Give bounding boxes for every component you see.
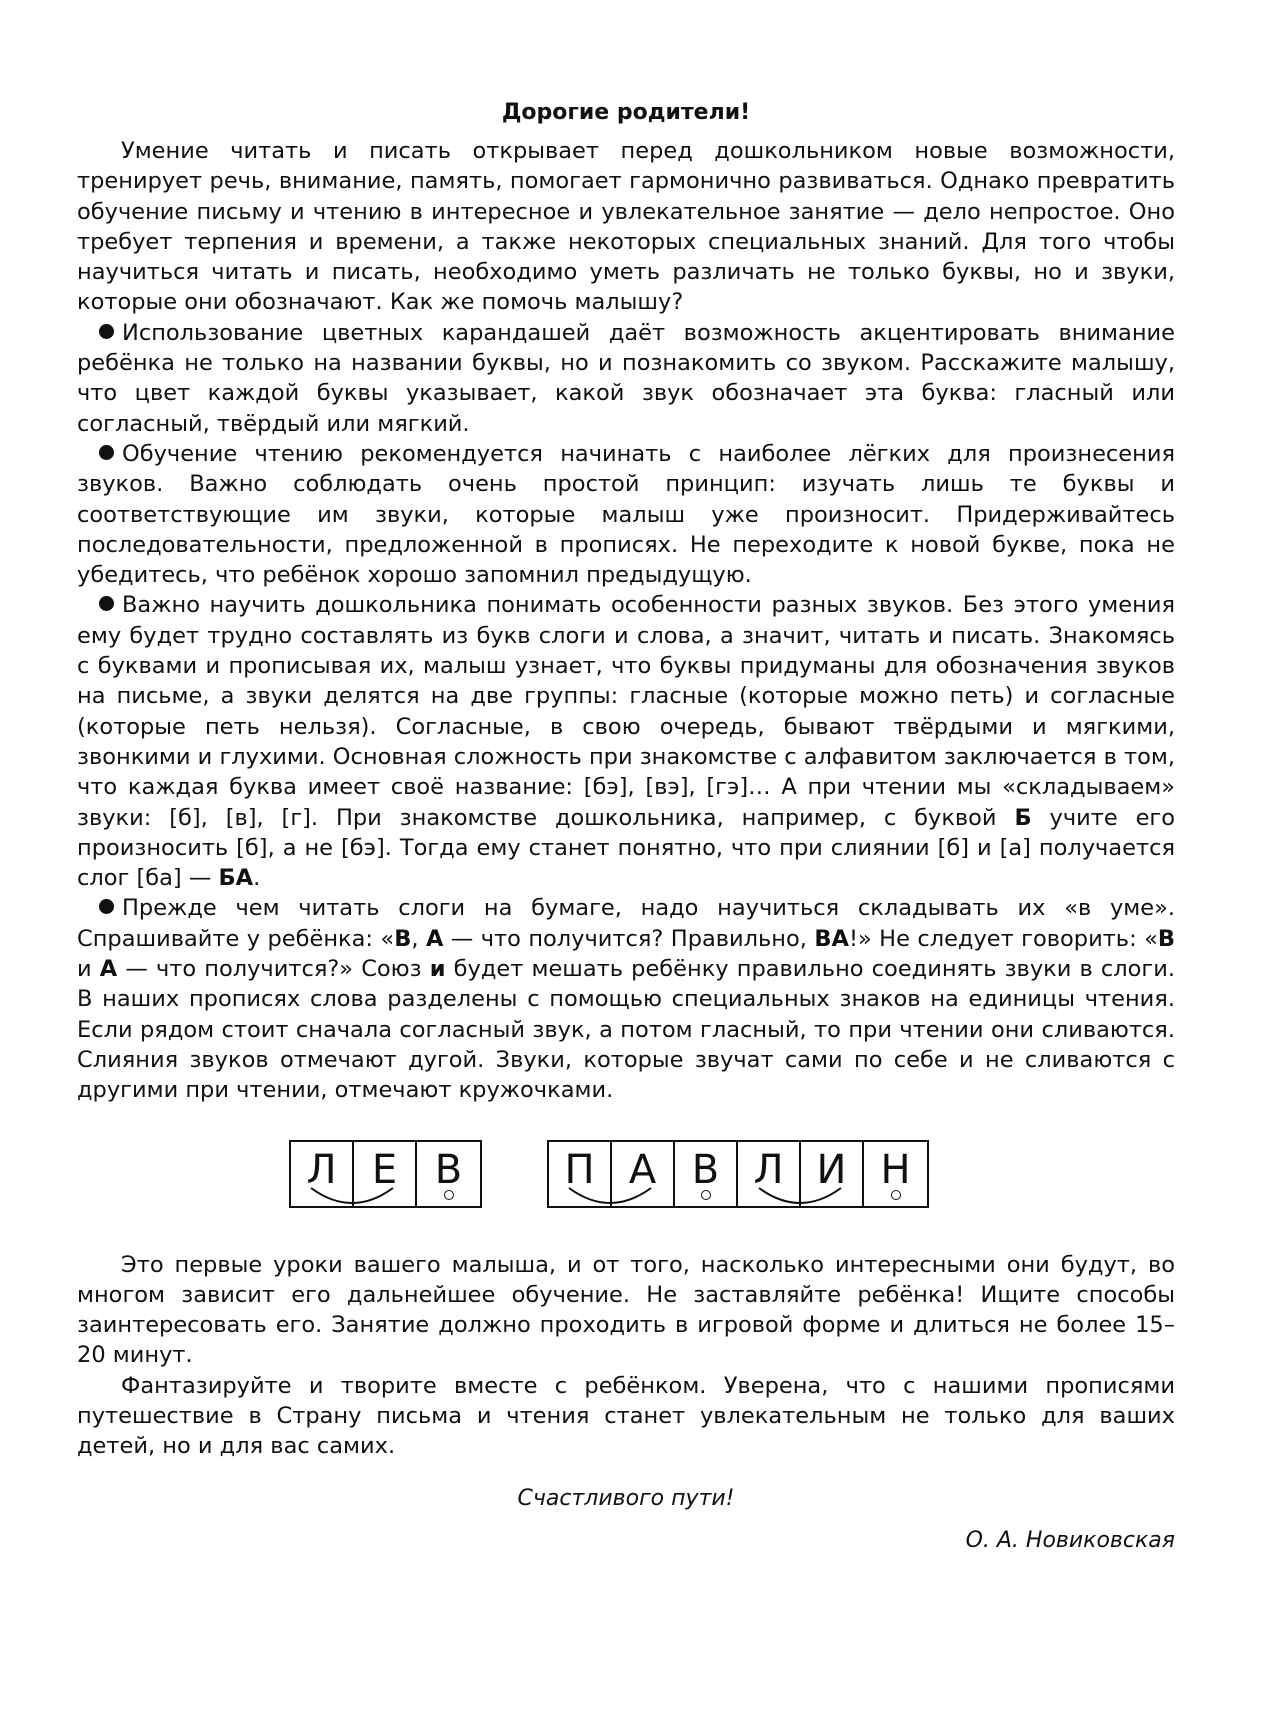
letter-cell: Л [291,1142,354,1206]
letter-cell: П [549,1142,612,1206]
bullet-dot-icon [99,596,114,611]
letter-cell: И [801,1142,864,1206]
circle-mark-icon [891,1190,901,1200]
bullet-dot-icon [99,324,114,339]
letter-cell: В [675,1142,738,1206]
letter-cell: Е [354,1142,417,1206]
author-signature: О. А. Новиковская [965,1527,1175,1553]
letter-cell: Н [864,1142,927,1206]
letter-cell: А [612,1142,675,1206]
bullet-dot-icon [99,445,114,460]
outro-paragraph-1: Это первые уроки вашего малыша, и от того, насколько интересными они будут, во многом зависит его дальнейшее обучение. Не заставляйте ребёнка! Ищите способы заинтересовать его. Занятие должно проходить в игровой форме и длиться не более 15–20 минут. [77,1251,1175,1369]
word-pavlin [547,1140,929,1208]
letter-cell: В [417,1142,480,1206]
circle-mark-icon [444,1190,454,1200]
bullet-paragraph-2: Обучение чтению рекомендуется начинать с наиболее лёгких для произнесения звуков. Важно соблюдать очень простой принцип: изучать лишь те буквы и соответствующие им звуки, которые малыш уже произносит. Придерживайтесь последовательности, предложенной в прописях. Не переходите к новой букве, пока не убедитесь, что ребёнок хорошо запомнил предыдущую. [77,440,1175,589]
letter-cell: Л [738,1142,801,1206]
bullet-paragraph-1: Использование цветных карандашей даёт возможность акцентировать внимание ребёнка не только на названии буквы, но и познакомить со звуком. Расскажите малышу, что цвет каждой буквы указывает, какой звук обозначает эта буква: гласный или согласный, твёрдый или мягкий. [77,319,1175,437]
document-page [77,98,1175,1556]
bold-syllable: БА [218,865,254,892]
reading-example [77,1130,1175,1226]
page-title: Дорогие родители! [501,100,751,125]
bullet-dot-icon [99,899,114,914]
intro-paragraph: Умение читать и писать открывает перед дошкольником новые возможности, тренирует речь, внимание, память, помогает гармонично развиваться. Однако превратить обучение письму и чтению в интересное и увлекательное занятие — дело непростое. Оно требует терпения и времени, а также некоторых специальных знаний. Для того чтобы научиться читать и писать, необходимо уметь различать не только буквы, но и звуки, которые они обозначают. Как же помочь малышу? [77,138,1175,316]
bullet-paragraph-3: Важно научить дошкольника понимать особенности разных звуков. Без этого умения ему будет трудно составлять из букв слоги и слова, а значит, читать и писать. Знакомясь с буквами и прописывая их, малыш узнает, что буквы придуманы для обозначения звуков на письме, а звуки делятся на две группы: гласные (которые можно петь) и согласные (которые петь нельзя). Согласные, в свою очередь, бывают твёрдыми и мягкими, звонкими и глухими. Основная сложность при знакомстве с алфавитом заключается в том, что каждая буква имеет своё название: [бэ], [вэ], [гэ]… А при чтении мы «складываем» звуки: [б], [в], [г]. При знакомстве дошкольника, например, с буквой Б учите его произносить [б], а не [бэ]. Тогда ему станет понятно, что при слиянии [б] и [а] получается слог [ба] — БА. [77,592,1176,892]
closing-wish: Счастливого пути! [517,1485,735,1511]
bold-letter: Б [1014,804,1032,831]
circle-mark-icon [701,1190,711,1200]
outro-paragraph-2: Фантазируйте и творите вместе с ребёнком. Уверена, что с нашими прописями путешествие в Страну письма и чтения станет увлекательным не только для ваших детей, но и для вас самих. [77,1372,1175,1460]
word-lev [289,1140,482,1208]
bullet-paragraph-4: Прежде чем читать слоги на бумаге, надо научиться складывать их «в уме». Спрашивайте у ребёнка: «В, А — что получится? Правильно, ВА!» Не следует говорить: «В и А — что получится?» Союз и будет мешать ребёнку правильно соединять звуки в слоги. В наших прописях слова разделены с помощью специальных знаков на единицы чтения. Если рядом стоит сначала согласный звук, а потом гласный, то при чтении они сливаются. Слияния звуков отмечают дугой. Звуки, которые звучат сами по себе и не сливаются с другими при чтении, отмечают кружочками. [77,895,1175,1104]
